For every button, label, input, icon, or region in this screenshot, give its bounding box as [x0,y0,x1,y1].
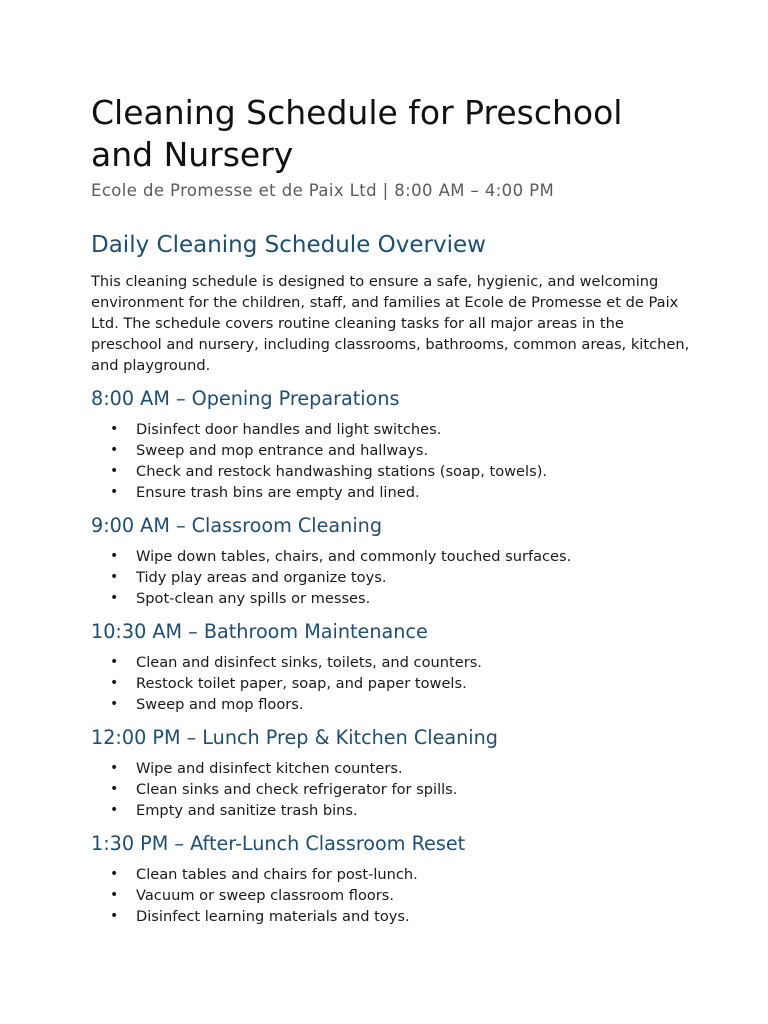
task-item [110,885,690,906]
schedule-block-heading: 10:30 AM – Bathroom Maintenance [91,620,428,643]
task-text: Ensure trash bins are empty and lined. [136,484,420,501]
task-item [110,694,690,715]
schedule-block [91,620,690,715]
task-list [91,864,690,927]
document-subtitle: Ecole de Promesse et de Paix Ltd | 8:00 AM – 4:00 PM [91,181,555,200]
task-text: Spot-clean any spills or messes. [136,590,371,607]
document-title: Cleaning Schedule for Preschool and Nursery [91,93,623,174]
schedule-block-heading: 12:00 PM – Lunch Prep & Kitchen Cleaning [91,726,498,749]
bullet-icon: • [110,908,119,924]
task-item [110,800,690,821]
task-item [110,440,690,461]
task-text: Wipe and disinfect kitchen counters. [136,760,403,777]
task-text: Empty and sanitize trash bins. [136,802,358,819]
schedule-block-heading: 1:30 PM – After-Lunch Classroom Reset [91,832,466,855]
bullet-icon: • [110,760,119,776]
bullet-icon: • [110,548,119,564]
bullet-icon: • [110,802,119,818]
task-text: Clean and disinfect sinks, toilets, and counters. [136,654,482,671]
task-text: Clean sinks and check refrigerator for spills. [136,781,458,798]
task-text: Clean tables and chairs for post-lunch. [136,866,418,883]
bullet-icon: • [110,781,119,797]
task-item [110,567,690,588]
task-list [91,546,690,609]
task-item [110,906,690,927]
task-list [91,652,690,715]
bullet-icon: • [110,569,119,585]
task-list [91,758,690,821]
task-text: Disinfect door handles and light switches. [136,421,442,438]
task-item [110,652,690,673]
task-item [110,419,690,440]
task-item [110,482,690,503]
task-text: Tidy play areas and organize toys. [136,569,387,586]
bullet-icon: • [110,484,119,500]
bullet-icon: • [110,421,119,437]
bullet-icon: • [110,696,119,712]
bullet-icon: • [110,463,119,479]
schedule-block-heading: 8:00 AM – Opening Preparations [91,387,400,410]
bullet-icon: • [110,442,119,458]
bullet-icon: • [110,654,119,670]
bullet-icon: • [110,675,119,691]
task-text: Vacuum or sweep classroom floors. [136,887,395,904]
task-text: Wipe down tables, chairs, and commonly touched surfaces. [136,548,572,565]
task-text: Check and restock handwashing stations (soap, towels). [136,463,548,480]
schedule-block [91,514,690,609]
bullet-icon: • [110,866,119,882]
task-text: Sweep and mop floors. [136,696,304,713]
task-item [110,461,690,482]
task-text: Sweep and mop entrance and hallways. [136,442,429,459]
schedule-block [91,387,690,503]
task-item [110,546,690,567]
task-item [110,779,690,800]
schedule-block-heading: 9:00 AM – Classroom Cleaning [91,514,382,537]
overview-paragraph: This cleaning schedule is designed to ensure a safe, hygienic, and welcoming environment for the children, staff, and families at Ecole de Promesse et de Paix Ltd. The schedule covers routine cleaning tasks for all major areas in the preschool and nursery, including classrooms, bathrooms, common areas, kitchen, and playground. [91,273,690,374]
schedule-block [91,726,690,821]
schedule-block [91,832,690,927]
task-text: Restock toilet paper, soap, and paper towels. [136,675,467,692]
bullet-icon: • [110,887,119,903]
task-list [91,419,690,503]
task-item [110,758,690,779]
task-item [110,673,690,694]
section-heading-overview: Daily Cleaning Schedule Overview [91,232,486,258]
task-item [110,588,690,609]
schedule-blocks [91,387,690,927]
task-item [110,864,690,885]
bullet-icon: • [110,590,119,606]
task-text: Disinfect learning materials and toys. [136,908,410,925]
